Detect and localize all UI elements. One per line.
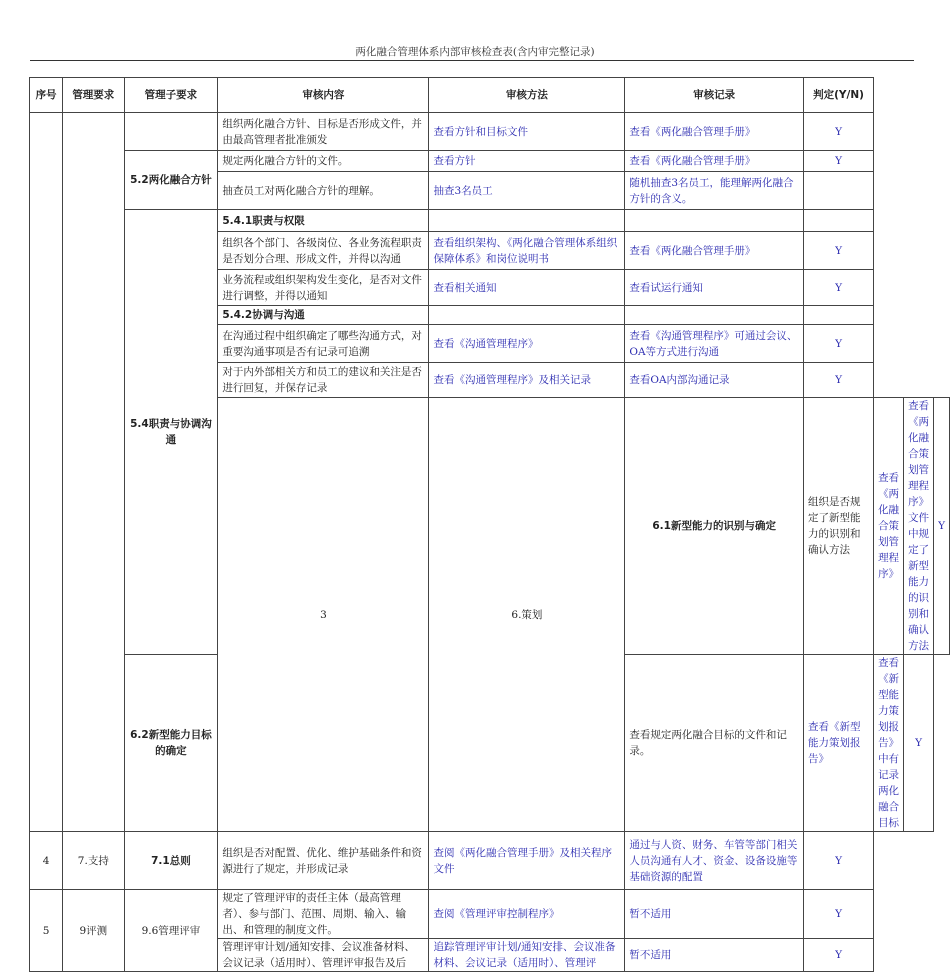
cell-record [625, 306, 804, 325]
cell-content: 规定两化融合方针的文件。 [218, 151, 429, 172]
header-no: 序号 [30, 78, 63, 113]
cell-record: 查看试运行通知 [625, 270, 804, 306]
cell-content: 在沟通过程中组织确定了哪些沟通方式，对重要沟通事项是否有记录可追溯 [218, 325, 429, 363]
cell-judgement: Y [804, 939, 874, 972]
cell-judgement: Y [804, 325, 874, 363]
table-row [30, 113, 950, 151]
cell-record: 查看《沟通管理程序》可通过会议、OA等方式进行沟通 [625, 325, 804, 363]
cell-content: 组织是否规定了新型能力的识别和确认方法 [804, 398, 874, 655]
cell-no: 5 [30, 890, 63, 972]
cell-record [625, 210, 804, 232]
cell-sub-requirement: 7.1总则 [124, 832, 218, 890]
cell-record: 查看《两化融合管理手册》 [625, 232, 804, 270]
cell-judgement: Y [804, 113, 874, 151]
table-row [30, 210, 950, 232]
cell-record: 查看《两化融合管理手册》 [625, 151, 804, 172]
document-title: 两化融合管理体系内部审核检查表(含内审完整记录) [355, 46, 595, 58]
cell-judgement: Y [804, 890, 874, 939]
cell-record: 查看OA内部沟通记录 [625, 363, 804, 398]
cell-judgement: Y [904, 655, 934, 832]
cell-record: 暂不适用 [625, 890, 804, 939]
cell-method: 查阅《两化融合管理手册》及相关程序文件 [429, 832, 625, 890]
header-row [30, 78, 950, 113]
cell-requirement [63, 113, 124, 832]
cell-judgement [804, 306, 874, 325]
header-record: 审核记录 [625, 78, 804, 113]
cell-method: 查看组织架构、《两化融合管理体系组织保障体系》和岗位说明书 [429, 232, 625, 270]
cell-method [429, 306, 625, 325]
cell-method: 追踪管理评审计划/通知安排、会议准备材料、会议记录（适用时）、管理评 [429, 939, 625, 972]
table-row [30, 151, 950, 172]
cell-sub-requirement: 6.2新型能力目标的确定 [124, 655, 218, 832]
cell-sub-requirement: 5.4职责与协调沟通 [124, 210, 218, 655]
cell-no: 4 [30, 832, 63, 890]
cell-judgement [804, 172, 874, 210]
cell-record: 通过与人资、财务、车管等部门相关人员沟通有人才、资金、设备设施等基础资源的配置 [625, 832, 804, 890]
cell-judgement: Y [804, 270, 874, 306]
cell-record: 随机抽查3名员工，能理解两化融合方针的含义。 [625, 172, 804, 210]
header-requirement: 管理要求 [63, 78, 124, 113]
cell-content: 对于内外部相关方和员工的建议和关注是否进行回复，并保存记录 [218, 363, 429, 398]
cell-method: 查看《两化融合策划管理程序》 [874, 398, 904, 655]
cell-content: 组织两化融合方针、目标是否形成文件，并由最高管理者批准颁发 [218, 113, 429, 151]
cell-requirement: 7.支持 [63, 832, 124, 890]
cell-content: 管理评审计划/通知安排、会议准备材料、会议记录（适用时）、管理评审报告及后 [218, 939, 429, 972]
cell-content: 查看规定两化融合目标的文件和记录。 [625, 655, 804, 832]
cell-requirement: 9评测 [63, 890, 124, 972]
cell-sub-requirement: 5.2两化融合方针 [124, 151, 218, 210]
header-judgement: 判定(Y/N) [804, 78, 874, 113]
cell-no: 3 [218, 398, 429, 832]
cell-method: 查看相关通知 [429, 270, 625, 306]
audit-checklist-table [29, 77, 950, 972]
cell-no [30, 113, 63, 832]
cell-record: 查看《新型能力策划报告》中有记录两化融合目标 [874, 655, 904, 832]
cell-sub-requirement: 6.1新型能力的识别与确定 [625, 398, 804, 655]
cell-requirement: 6.策划 [429, 398, 625, 832]
cell-judgement: Y [804, 151, 874, 172]
cell-content: 抽查员工对两化融合方针的理解。 [218, 172, 429, 210]
header-method: 审核方法 [429, 78, 625, 113]
cell-subheading: 5.4.1职责与权限 [218, 210, 429, 232]
table-row [30, 832, 950, 890]
cell-record: 查看《两化融合策划管理程序》文件中规定了新型能力的识别和确认方法 [904, 398, 934, 655]
cell-content: 组织各个部门、各级岗位、各业务流程职责是否划分合理、形成文件，并得以沟通 [218, 232, 429, 270]
table-row [30, 890, 950, 939]
title-rule [30, 60, 914, 61]
cell-judgement [804, 210, 874, 232]
cell-judgement: Y [804, 832, 874, 890]
cell-judgement: Y [804, 363, 874, 398]
cell-judgement: Y [804, 232, 874, 270]
header-sub-requirement: 管理子要求 [124, 78, 218, 113]
cell-subheading: 5.4.2协调与沟通 [218, 306, 429, 325]
cell-method: 查看方针和目标文件 [429, 113, 625, 151]
cell-content: 业务流程或组织架构发生变化，是否对文件进行调整，并得以通知 [218, 270, 429, 306]
cell-method: 抽查3名员工 [429, 172, 625, 210]
cell-method: 查看《沟通管理程序》 [429, 325, 625, 363]
cell-judgement: Y [934, 398, 950, 655]
cell-record: 查看《两化融合管理手册》 [625, 113, 804, 151]
cell-content: 规定了管理评审的责任主体（最高管理者）、参与部门、范围、周期、输入、输出、和管理的制度文件。 [218, 890, 429, 939]
cell-method: 查看方针 [429, 151, 625, 172]
header-content: 审核内容 [218, 78, 429, 113]
cell-method: 查看《新型能力策划报告》 [804, 655, 874, 832]
cell-sub-requirement: 9.6管理评审 [124, 890, 218, 972]
cell-sub-blank [124, 113, 218, 151]
cell-method: 查看《沟通管理程序》及相关记录 [429, 363, 625, 398]
cell-content: 组织是否对配置、优化、维护基础条件和资源进行了规定，并形成记录 [218, 832, 429, 890]
cell-method: 查阅《管理评审控制程序》 [429, 890, 625, 939]
cell-record: 暂不适用 [625, 939, 804, 972]
cell-method [429, 210, 625, 232]
